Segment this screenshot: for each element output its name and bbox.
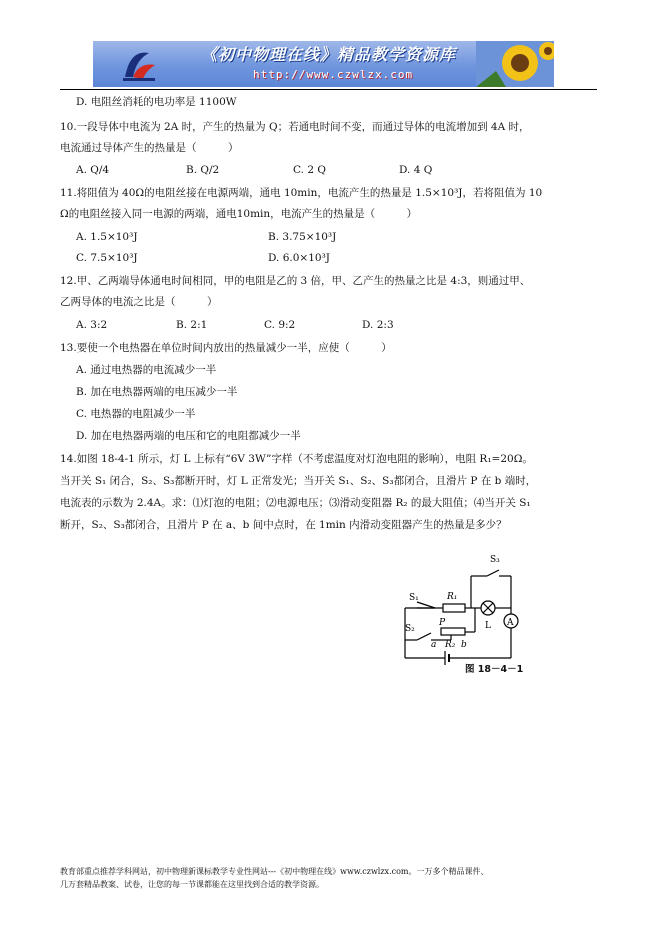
label-l: L bbox=[485, 621, 491, 631]
q9-option-d: D. 电阻丝消耗的电功率是 1100W bbox=[76, 96, 237, 108]
q11-line2: Ω的电阻丝接入同一电源的两端，通电10min，电流产生的热量是（ ） bbox=[60, 208, 418, 220]
site-logo-icon bbox=[119, 47, 159, 83]
q11-option-a: A. 1.5×10³J bbox=[76, 231, 138, 243]
q13-option-b: B. 加在电热器两端的电压减少一半 bbox=[76, 386, 238, 398]
q13-option-c: C. 电热器的电阻减少一半 bbox=[76, 408, 196, 420]
sunflower-icon bbox=[476, 41, 554, 87]
q10-option-c: C. 2 Q bbox=[293, 164, 326, 176]
label-r2: R₂ bbox=[445, 640, 456, 650]
banner-url[interactable]: http://www.czwlzx.com bbox=[253, 68, 414, 81]
q12-option-b: B. 2:1 bbox=[176, 319, 208, 331]
q11-line1: 11.将阻值为 40Ω的电阻丝接在电源两端，通电 10min，电流产生的热量是 1.5×10³J，若将阻值为 10 bbox=[60, 187, 543, 199]
label-r1: R₁ bbox=[447, 592, 458, 602]
label-ammeter: A bbox=[507, 618, 514, 628]
label-s3: S₃ bbox=[490, 555, 500, 565]
q14-line1: 14.如图 18-4-1 所示，灯 L 上标有“6V 3W”字样（不考虑温度对灯泡电阻的影响），电阻 R₁=20Ω。 bbox=[60, 453, 533, 465]
banner-title: 《初中物理在线》精品教学资源库 bbox=[201, 45, 457, 64]
q12-line1: 12.甲、乙两端导体通电时间相同，甲的电阻是乙的 3 倍，甲、乙产生的热量之比是 4:3，则通过甲、 bbox=[60, 275, 531, 287]
q10-line1: 10.一段导体中电流为 2A 时，产生的热量为 Q；若通电时间不变，而通过导体的电流增加到 4A 时， bbox=[60, 121, 530, 133]
q13-line1: 13.要使一个电热器在单位时间内放出的热量减少一半，应使（ ） bbox=[60, 342, 392, 354]
q10-option-b: B. Q/2 bbox=[186, 164, 220, 176]
label-b: b bbox=[461, 640, 467, 650]
q12-option-a: A. 3:2 bbox=[76, 319, 108, 331]
q12-option-d: D. 2:3 bbox=[362, 319, 394, 331]
q11-option-c: C. 7.5×10³J bbox=[76, 252, 138, 264]
q14-line2: 当开关 S₁ 闭合，S₂、S₃都断开时，灯 L 正常发光；当开关 S₁、S₂、S₃都闭合，且滑片 P 在 b 端时， bbox=[60, 475, 537, 487]
q10-option-a: A. Q/4 bbox=[76, 164, 110, 176]
figure-caption: 图 18－4－1 bbox=[465, 664, 524, 675]
header-banner bbox=[93, 41, 554, 87]
circuit-diagram bbox=[395, 548, 527, 676]
q14-line3: 电流表的示数为 2.4A。求：⑴灯泡的电阻；⑵电源电压；⑶滑动变阻器 R₂ 的最大阻值；⑷当开关 S₁ bbox=[60, 497, 531, 509]
label-s1: S₁ bbox=[409, 593, 419, 603]
q11-option-b: B. 3.75×10³J bbox=[268, 231, 337, 243]
label-p: P bbox=[439, 618, 446, 628]
label-s2: S₂ bbox=[405, 624, 415, 634]
q11-option-d: D. 6.0×10³J bbox=[268, 252, 330, 264]
q14-line4: 断开，S₂、S₃都闭合，且滑片 P 在 a、b 间中点时，在 1min 内滑动变阻器产生的热量是多少？ bbox=[60, 519, 507, 531]
header-rule bbox=[60, 89, 597, 90]
q10-option-d: D. 4 Q bbox=[399, 164, 433, 176]
footer-line2: 几万套精品教案、试卷，让您的每一节课都能在这里找到合适的教学资源。 bbox=[60, 880, 324, 889]
q13-option-d: D. 加在电热器两端的电压和它的电阻都减少一半 bbox=[76, 430, 301, 442]
q12-option-c: C. 9:2 bbox=[264, 319, 296, 331]
label-a: a bbox=[431, 640, 437, 650]
footer-line1: 教育部重点推荐学科网站，初中物理新课标教学专业性网站---《初中物理在线》www.czwlzx.com。一万多个精品课件、 bbox=[60, 867, 489, 876]
q12-line2: 乙两导体的电流之比是（ ） bbox=[60, 296, 218, 308]
q10-line2: 电流通过导体产生的热量是（ ） bbox=[60, 142, 239, 154]
q13-option-a: A. 通过电热器的电流减少一半 bbox=[76, 364, 217, 376]
